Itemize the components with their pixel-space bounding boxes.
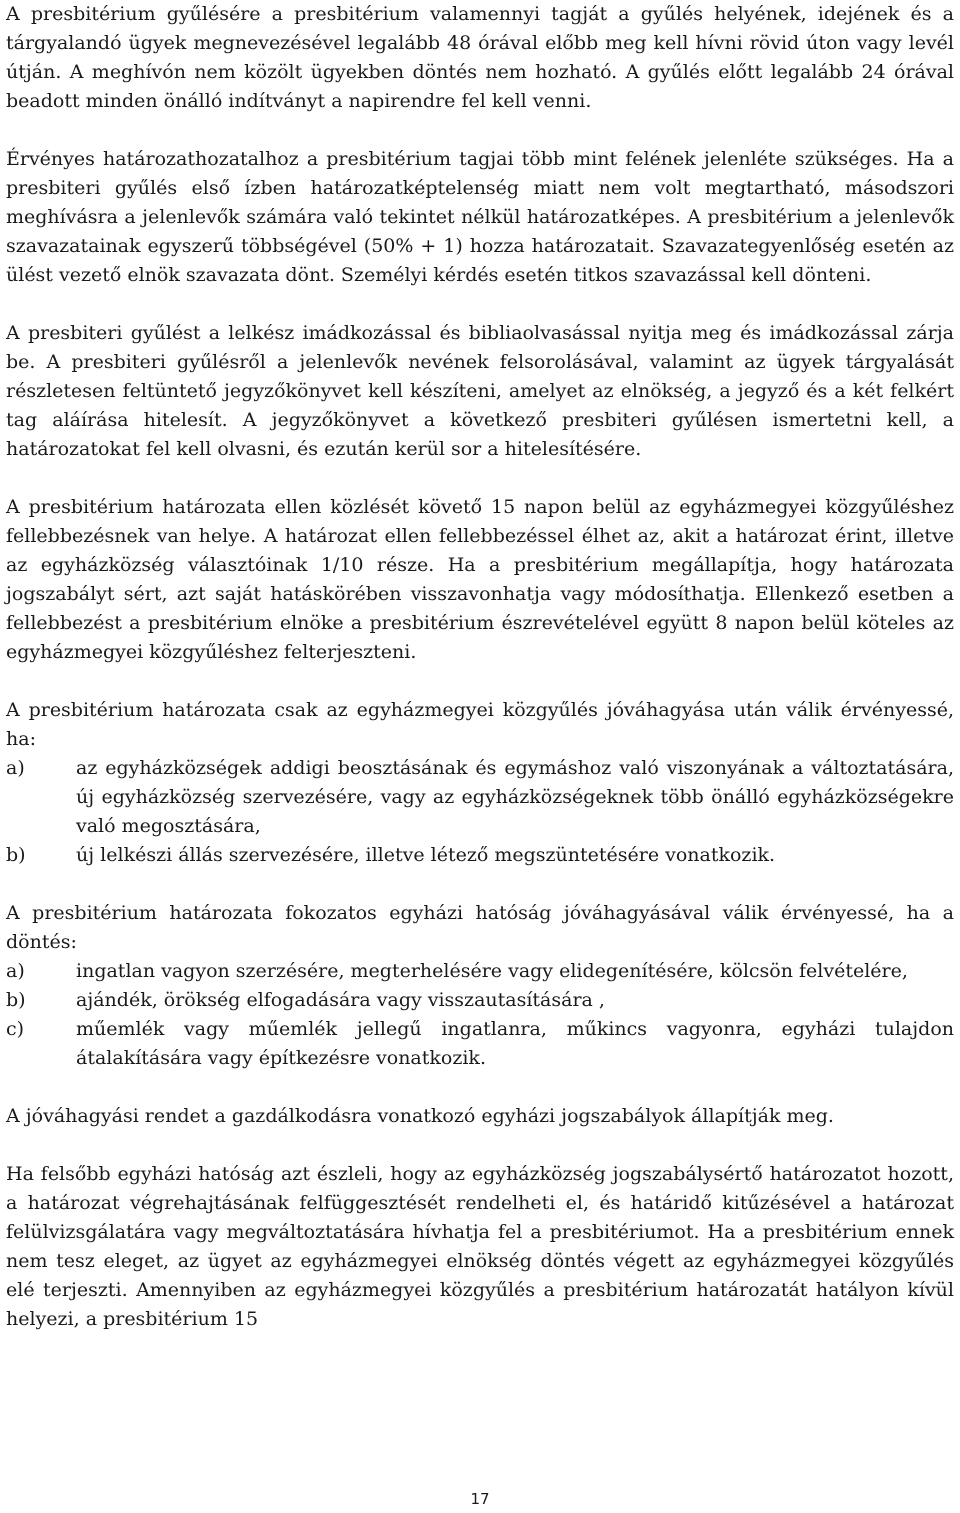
list-item	[6, 841, 954, 870]
page-number: 17	[470, 1490, 490, 1508]
list-marker: a)	[6, 757, 25, 779]
paragraph-meeting-invitation: A presbitérium gyűlésére a presbitérium valamennyi tagját a gyűlés helyének, idejének és a tárgyalandó ügyek megnevezésével legalább 48 órával előbb meg kell hívni rövid úton vagy levél útján. A meghívón nem közölt ügyekben döntés nem hozható. A gyűlés előtt legalább 24 órával beadott minden önálló indítványt a napirendre fel kell venni.	[6, 3, 954, 112]
list-item-text: új lelkészi állás szervezésére, illetve létező megszüntetésére vonatkozik.	[76, 844, 776, 866]
paragraph-higher-approval-intro: A presbitérium határozata fokozatos egyházi hatóság jóváhagyásával válik érvényessé, ha a döntés:	[6, 902, 954, 953]
paragraph-gap	[6, 870, 954, 899]
paragraph-gap	[6, 116, 954, 145]
paragraph-gap	[6, 1073, 954, 1102]
paragraph-appeal: A presbitérium határozata ellen közlését követő 15 napon belül az egyházmegyei közgyűléshez fellebbezésnek van helye. A határozat ellen fellebbezéssel élhet az, akit a határozat érint, illetve az egyházközség választóinak 1/10 része. Ha a presbitérium megállapítja, hogy határozata jogszabályt sért, azt saját hatáskörében visszavonhatja vagy módosíthatja. Ellenkező esetben a fellebbezést a presbitérium elnöke a presbitérium észrevételével együtt 8 napon belül köteles az egyházmegyei közgyűléshez felterjeszteni.	[6, 496, 954, 663]
list-item	[6, 957, 954, 986]
list-item	[6, 1015, 954, 1073]
list-item-text: műemlék vagy műemlék jellegű ingatlanra, műkincs vagyonra, egyházi tulajdon átalakítására vagy építkezésre vonatkozik.	[76, 1018, 954, 1069]
list-item	[6, 754, 954, 841]
list-marker: c)	[6, 1018, 25, 1040]
paragraph-minutes: A presbiteri gyűlést a lelkész imádkozással és bibliaolvasással nyitja meg és imádkozással zárja be. A presbiteri gyűlésről a jelenlevők nevének felsorolásával, valamint az ügyek tárgyalását részletesen feltüntető jegyzőkönyvet kell készíteni, amelyet az elnökség, a jegyző és a két felkért tag aláírása hitelesít. A jegyzőkönyvet a következő presbiteri gyűlésen ismertetni kell, a határozatokat fel kell olvasni, és ezután kerül sor a hitelesítésére.	[6, 322, 954, 460]
paragraph-approval-rules: A jóváhagyási rendet a gazdálkodásra vonatkozó egyházi jogszabályok állapítják meg.	[6, 1105, 834, 1127]
approval-list	[6, 754, 954, 870]
document-page	[6, 0, 954, 1334]
paragraph-approval-intro: A presbitérium határozata csak az egyházmegyei közgyűlés jóváhagyása után válik érvényessé, ha:	[6, 699, 954, 750]
paragraph-gap	[6, 290, 954, 319]
list-item-text: ajándék, örökség elfogadására vagy visszautasítására ,	[76, 989, 605, 1011]
list-marker: b)	[6, 844, 26, 866]
list-item-text: ingatlan vagyon szerzésére, megterhelésére vagy elidegenítésére, kölcsön felvételére,	[76, 960, 908, 982]
list-item-text: az egyházközségek addigi beosztásának és egymáshoz való viszonyának a változtatására, új egyházközség szervezésére, vagy az egyházközségeknek több önálló egyházközségekre való megosztására,	[76, 757, 954, 837]
list-marker: b)	[6, 989, 26, 1011]
paragraph-quorum: Érvényes határozathozatalhoz a presbitérium tagjai több mint felének jelenléte szükséges. Ha a presbiteri gyűlés első ízben határozatképtelenség miatt nem volt megtartható, másodszori meghívásra a jelenlevők számára való tekintet nélkül határozatképes. A presbitérium a jelenlevők szavazatainak egyszerű többségével (50% + 1) hozza határozatait. Szavazategyenlőség esetén az ülést vezető elnök szavazata dönt. Személyi kérdés esetén titkos szavazással kell dönteni.	[6, 148, 954, 286]
paragraph-gap	[6, 464, 954, 493]
paragraph-gap	[6, 667, 954, 696]
paragraph-gap	[6, 1131, 954, 1160]
paragraph-supervision: Ha felsőbb egyházi hatóság azt észleli, hogy az egyházközség jogszabálysértő határozatot hozott, a határozat végrehajtásának felfüggesztését rendelheti el, és határidő kitűzésével a határozat felülvizsgálatára vagy megváltoztatására hívhatja fel a presbitériumot. Ha a presbitérium ennek nem tesz eleget, az ügyet az egyházmegyei elnökség döntés végett az egyházmegyei közgyűlés elé terjeszti. Amennyiben az egyházmegyei közgyűlés a presbitérium határozatát hatályon kívül helyezi, a presbitérium 15	[6, 1163, 954, 1330]
list-marker: a)	[6, 960, 25, 982]
higher-approval-list	[6, 957, 954, 1073]
list-item	[6, 986, 954, 1015]
